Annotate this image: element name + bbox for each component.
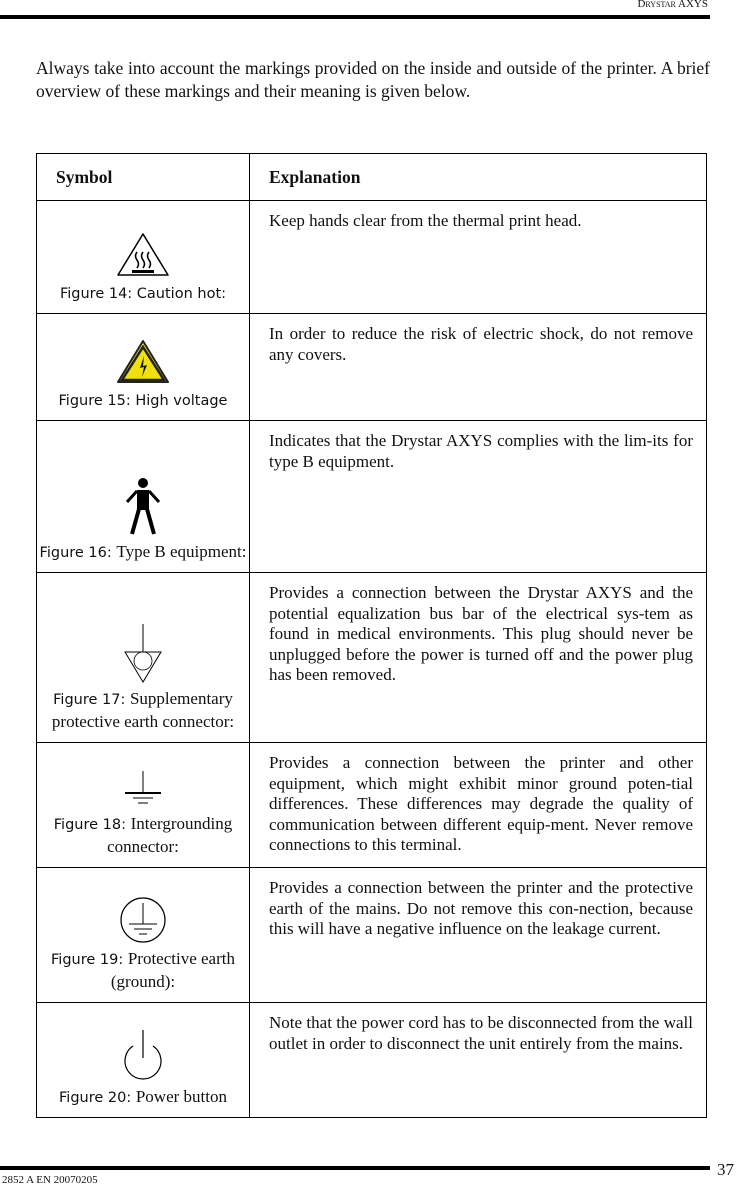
- figure-caption: Supplementary protective earth connector:: [51, 689, 235, 731]
- table-row: [37, 743, 707, 868]
- table-row: [37, 868, 707, 1003]
- table-row: [37, 573, 707, 743]
- figure-caption: Power button: [135, 1087, 227, 1106]
- explanation-text: Indicates that the Drystar AXYS complies with the lim-its for type B equipment.: [250, 421, 707, 573]
- figure-caption: Intergrounding connector:: [107, 814, 233, 856]
- figure-number: Figure 18:: [53, 817, 126, 833]
- table-row: [37, 201, 707, 314]
- figure-number: Figure 20:: [59, 1090, 132, 1106]
- figure-number: Figure 14:: [59, 286, 133, 302]
- page-number: 37: [717, 1160, 734, 1179]
- power-button-icon: [119, 1028, 167, 1082]
- explanation-text: Provides a connection between the Drystar AXYS and the potential equalization bus bar of the electrical sys-tem as found in medical environments. This plug should never be unplugged before the power is turned off and the power plug has been removed.: [250, 573, 707, 743]
- figure-number: Figure 16:: [39, 545, 112, 561]
- explanation-text: In order to reduce the risk of electric shock, do not remove any covers.: [250, 314, 707, 421]
- type-b-equipment-icon: [123, 477, 163, 537]
- table-row: [37, 314, 707, 421]
- figure-caption: High voltage: [135, 393, 228, 409]
- intergrounding-icon: [121, 769, 165, 809]
- table-row: [37, 421, 707, 573]
- high-voltage-icon: [115, 338, 171, 386]
- protective-earth-icon: [119, 896, 167, 944]
- footer-rule: [0, 1166, 710, 1170]
- figure-number: Figure 19:: [51, 952, 124, 968]
- running-header: Drystar AXYS: [637, 0, 708, 10]
- explanation-text: Note that the power cord has to be disconnected from the wall outlet in order to disconnect the unit entirely from the mains.: [250, 1003, 707, 1118]
- column-header-explanation: Explanation: [250, 154, 707, 201]
- figure-caption: Protective earth (ground):: [110, 949, 235, 991]
- table-header-row: [37, 154, 707, 201]
- header-rule: [0, 15, 710, 19]
- explanation-text: Provides a connection between the printer and other equipment, which might exhibit minor ground poten-tial differences. These differences may degrade the quality of communication between different equip-ment. Never remove connections to this terminal.: [250, 743, 707, 868]
- figure-caption: Caution hot:: [136, 286, 227, 302]
- supplementary-earth-icon: [121, 624, 165, 684]
- explanation-text: Keep hands clear from the thermal print head.: [250, 201, 707, 314]
- document-id: 2852 A EN 20070205: [2, 1174, 98, 1186]
- figure-caption: Type B equipment:: [116, 542, 247, 561]
- table-row: [37, 1003, 707, 1118]
- column-header-symbol: Symbol: [37, 154, 250, 201]
- intro-paragraph: Always take into account the markings provided on the inside and outside of the printer. A brief overview of these markings and their meaning is given below.: [36, 58, 710, 101]
- figure-number: Figure 17:: [53, 692, 126, 708]
- caution-hot-icon: [115, 231, 171, 279]
- explanation-text: Provides a connection between the printer and the protective earth of the mains. Do not remove this con-nection, because this will have a negative influence on the leakage current.: [250, 868, 707, 1003]
- symbols-table: [36, 153, 707, 1118]
- figure-number: Figure 15:: [58, 393, 131, 409]
